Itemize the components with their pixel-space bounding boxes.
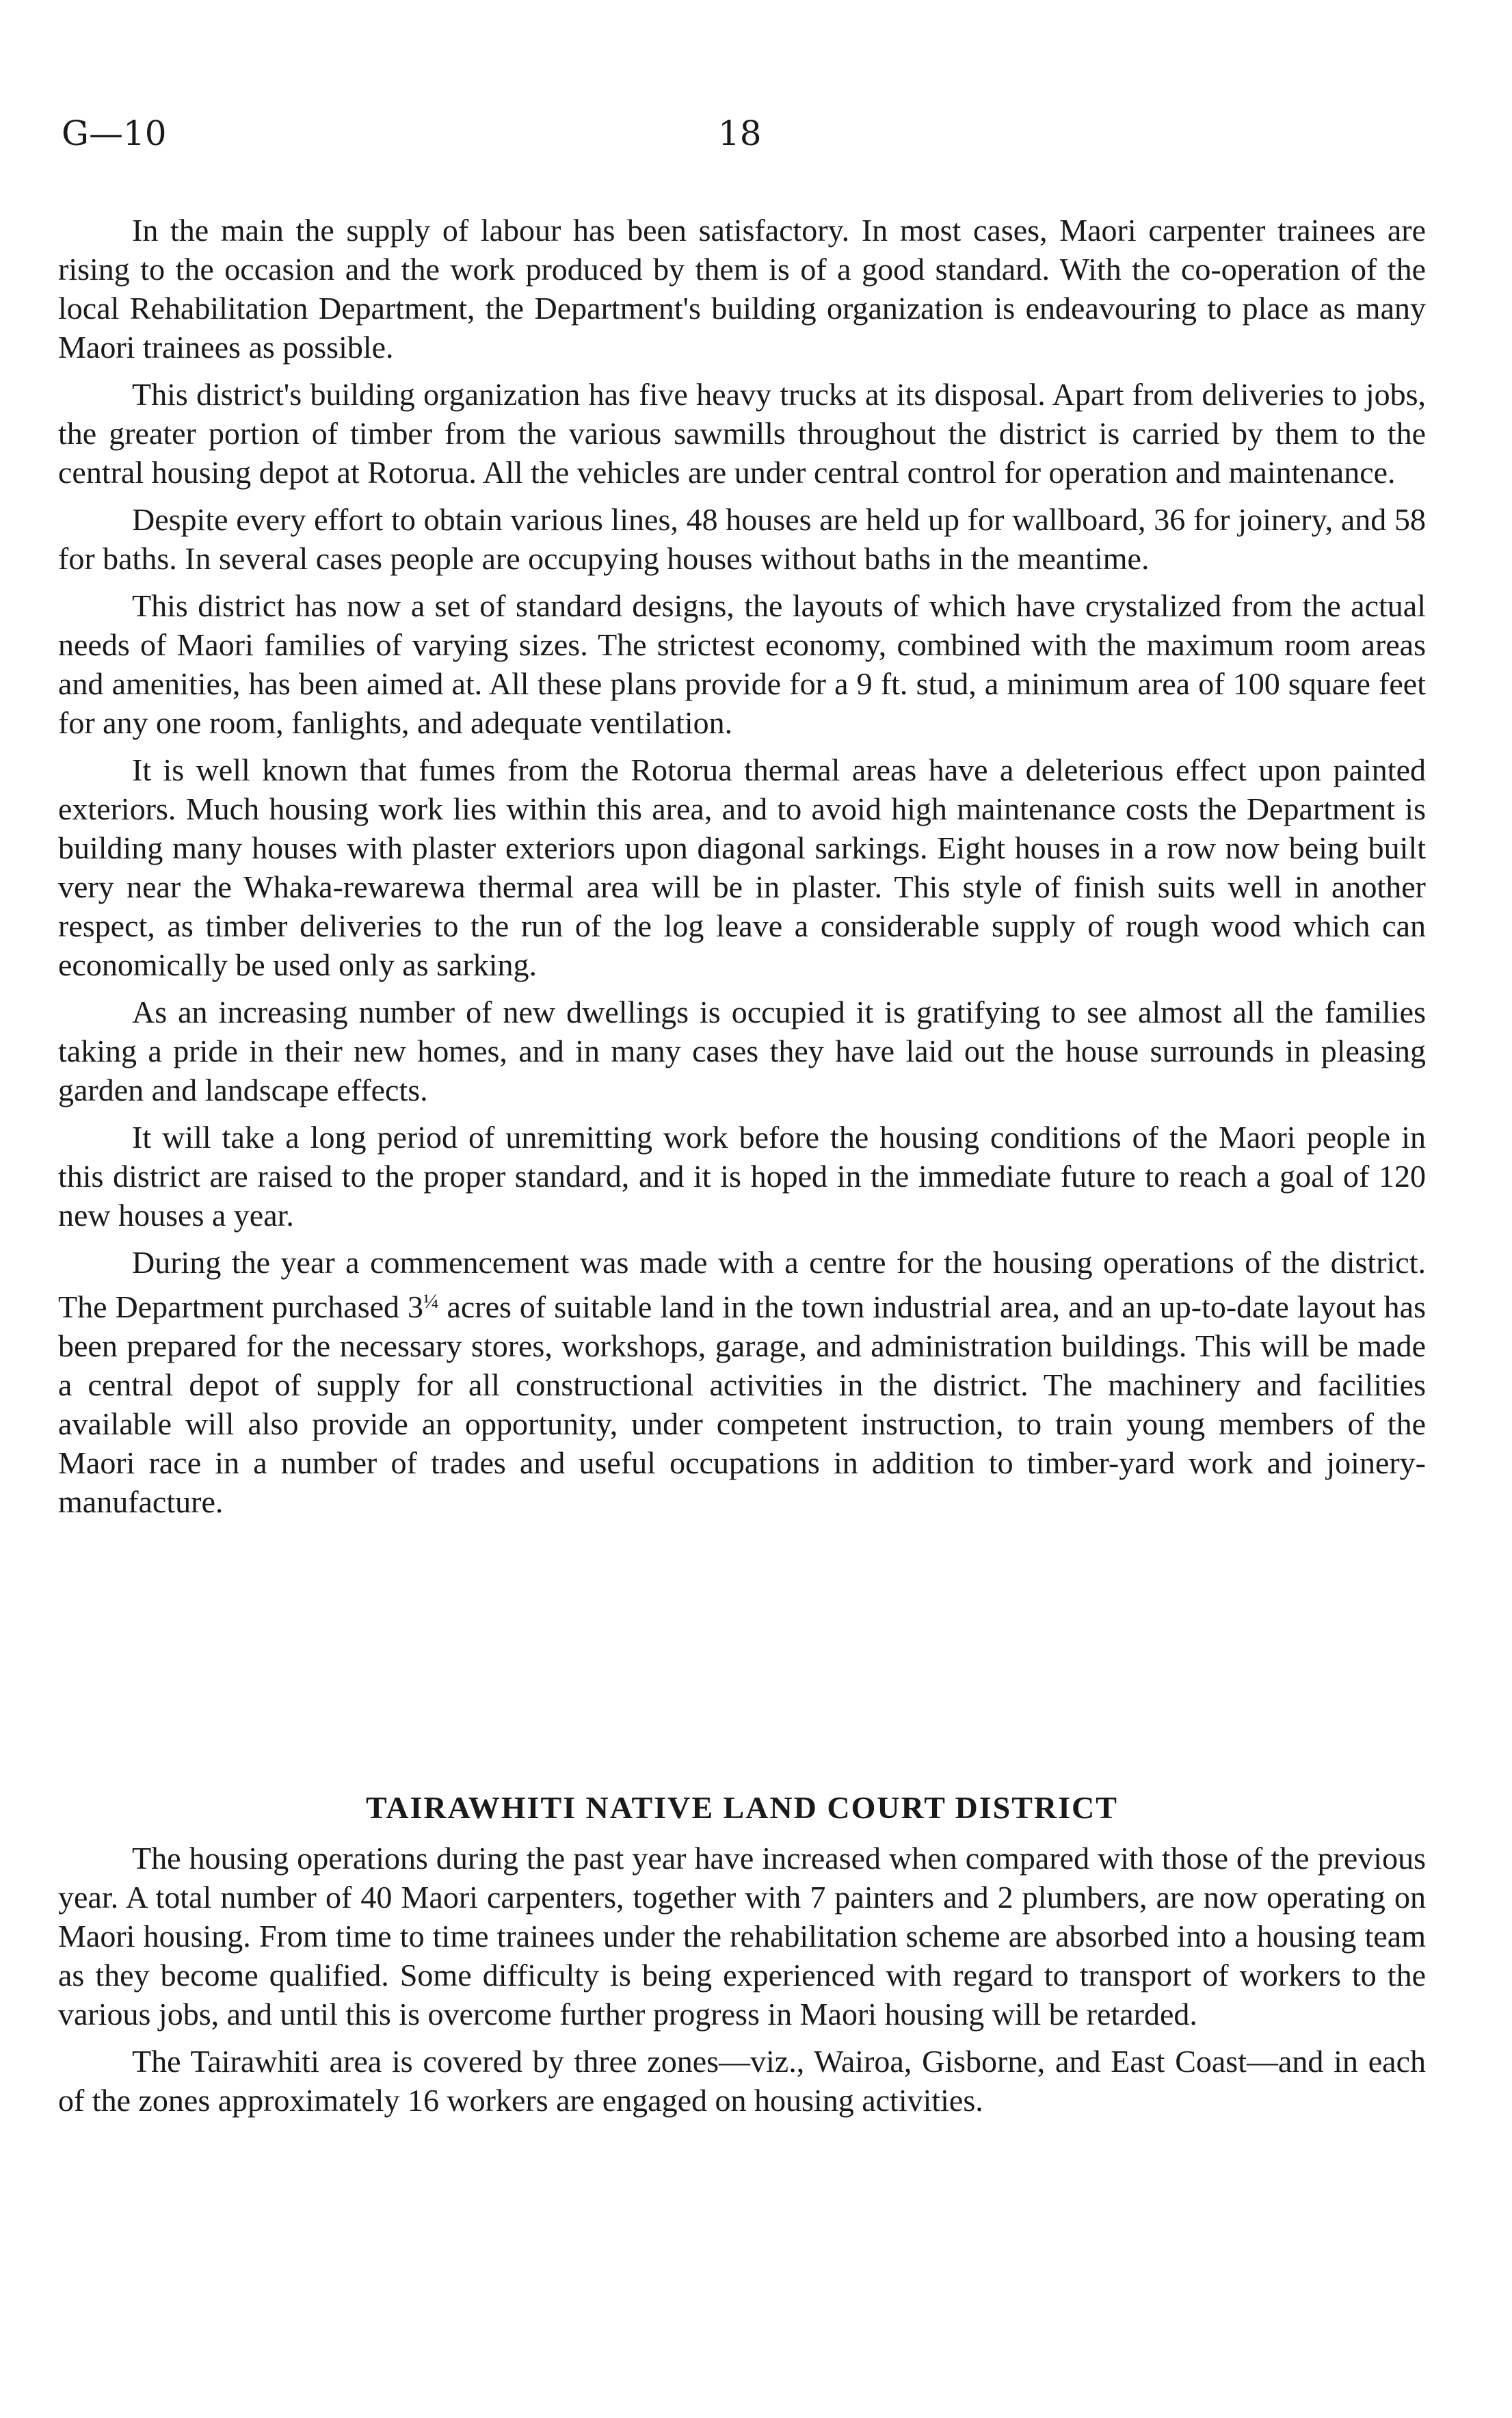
paragraph-tairawhiti-zones: The Tairawhiti area is covered by three zones—viz., Wairoa, Gisborne, and East Coast—and in each of the zones approximately 16 workers are engaged on housing activities. (58, 2044, 1426, 2118)
paragraph-labour: In the main the supply of labour has been satisfactory. In most cases, Maori carpenter trainees are rising to the occasion and the work produced by them is of a good standard. With the co-operation of the local Rehabilitation Department, the Department's building organization is endeavouring to place as many Maori trainees as possible. (58, 213, 1426, 365)
section-heading: TAIRAWHITI NATIVE LAND COURT DISTRICT (366, 1790, 1118, 1825)
main-text (58, 211, 1426, 1521)
document-reference: G—10 (62, 114, 167, 153)
paragraph-trucks: This district's building organization has five heavy trucks at its disposal. Apart from deliveries to jobs, the greater portion of timber from the various sawmills throughout the district is carried by them to the central housing depot at Rotorua. All the vehicles are under central control for operation and maintenance. (58, 377, 1426, 490)
paragraph-gardens: As an increasing number of new dwellings is occupied it is gratifying to see almost all the families taking a pride in their new homes, and in many cases they have laid out the house surrounds in pleasing garden and landscape effects. (58, 995, 1426, 1107)
paragraph-thermal: It is well known that fumes from the Rotorua thermal areas have a deleterious effect upon painted exteriors. Much housing work lies within this area, and to avoid high maintenance costs the Department is building many houses with plaster exteriors upon diagonal sarkings. Eight houses in a row now being built very near the Whaka-rewarewa thermal area will be in plaster. This style of finish suits well in another respect, as timber deliveries to the run of the log leave a considerable supply of rough wood which can economically be used only as sarking. (58, 752, 1426, 982)
depot-text-start: During the year a commencement was made with a centre for the housing operations of the district. The Department purchased 3 (58, 1245, 1426, 1324)
paragraph-goal: It will take a long period of unremitting work before the housing conditions of the Maori people in this district are raised to the proper standard, and it is hoped in the immediate future to reach a goal of 120 new houses a year. (58, 1120, 1426, 1233)
paragraph-tairawhiti-operations: The housing operations during the past year have increased when compared with those of the previous year. A total number of 40 Maori carpenters, together with 7 painters and 2 plumbers, are now operating on Maori housing. From time to time trainees under the rehabilitation scheme are absorbed into a housing team as they become qualified. Some difficulty is being experienced with regard to transport of workers to the various jobs, and until this is overcome further progress in Maori housing will be retarded. (58, 1841, 1426, 2032)
page-number: 18 (718, 114, 762, 153)
paragraph-designs: This district has now a set of standard designs, the layouts of which have crystalized from the actual needs of Maori families of varying sizes. The strictest economy, combined with the maximum room areas and amenities, has been aimed at. All these plans provide for a 9 ft. stud, a minimum area of 100 square feet for any one room, fanlights, and adequate ventilation. (58, 588, 1426, 740)
paragraph-shortages: Despite every effort to obtain various lines, 48 houses are held up for wallboard, 36 for joinery, and 58 for baths. In several cases people are occupying houses without baths in the meantime. (58, 502, 1426, 576)
depot-text-end: acres of suitable land in the town industrial area, and an up-to-date layout has been prepared for the necessary stores, workshops, garage, and administration buildings. This will be made a central depot of supply for all constructional activities in the district. The machinery and facilities available will also provide an opportunity, under competent instruction, to train young members of the Maori race in a number of trades and useful occupations in addition to timber-yard work and joinery-manufacture. (58, 1289, 1427, 1519)
section-text (58, 1839, 1426, 2120)
paragraph-depot (58, 1243, 1426, 1521)
fraction-quarter: ¼ (423, 1290, 439, 1313)
